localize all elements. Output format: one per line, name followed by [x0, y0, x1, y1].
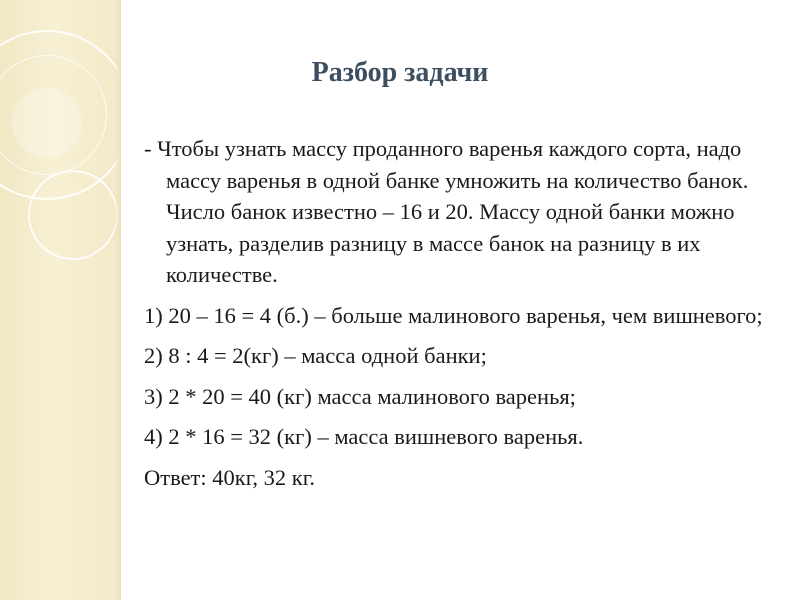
slide-content — [144, 133, 769, 493]
answer-line: Ответ: 40кг, 32 кг. — [144, 464, 316, 490]
decorative-ring-small — [28, 170, 118, 260]
step-4: 4) 2 * 16 = 32 (кг) – масса вишневого варенья. — [144, 424, 584, 449]
step-2: 2) 8 : 4 = 2(кг) – масса одной банки; — [144, 343, 487, 368]
slide-title: Разбор задачи — [311, 57, 489, 88]
side-band-divider — [120, 0, 121, 600]
decorative-side-band — [0, 0, 120, 600]
explanation-paragraph: - Чтобы узнать массу проданного варенья каждого сорта, надо массу варенья в одной банке умножить на количество банок. Число банок известно – 16 и 20. Массу одной банки можно узнать, разделив разницу в массе банок на разницу в их количестве. — [144, 136, 749, 287]
step-3: 3) 2 * 20 = 40 (кг) масса малинового варенья; — [144, 383, 576, 409]
step-1: 1) 20 – 16 = 4 (б.) – больше малинового варенья, чем вишневого; — [144, 302, 763, 328]
